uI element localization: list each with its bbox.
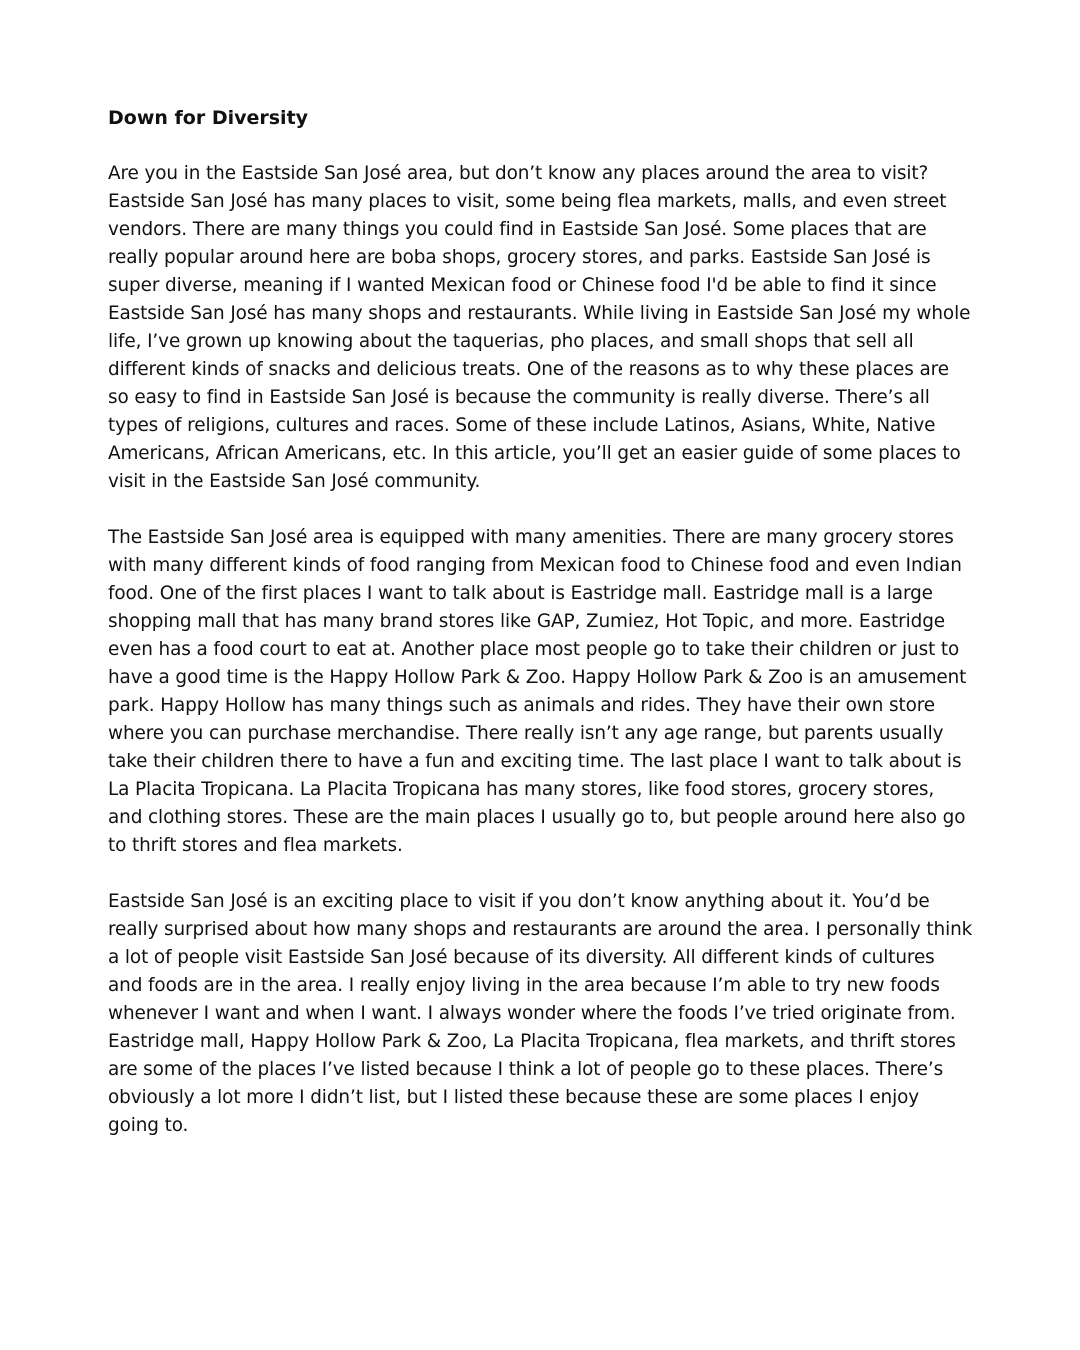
paragraph-amenities: The Eastside San José area is equipped with many amenities. There are many grocery stores with many different kinds of food ranging from Mexican food to Chinese food and even Indian food. One of the first places I want to talk about is Eastridge mall. Eastridge mall is a large shopping mall that has many brand stores like GAP, Zumiez, Hot Topic, and more. Eastridge even has a food court to eat at. Another place most people go to take their children or just to have a good time is the Happy Hollow Park & Zoo. Happy Hollow Park & Zoo is an amusement park. Happy Hollow has many things such as animals and rides. They have their own store where you can purchase merchandise. There really isn’t any age range, but parents usually take their children there to have a fun and exciting time. The last place I want to talk about is La Placita Tropicana. La Placita Tropicana has many stores, like food stores, grocery stores, and clothing stores. These are the main places I usually go to, but people around here also go to thrift stores and flea markets. — [108, 527, 967, 856]
document-page — [108, 104, 974, 1140]
paragraph-intro: Are you in the Eastside San José area, but don’t know any places around the area to visit? Eastside San José has many places to visit, some being flea markets, malls, and even street vendors. There are many things you could find in Eastside San José. Some places that are really popular around here are boba shops, grocery stores, and parks. Eastside San José is super diverse, meaning if I wanted Mexican food or Chinese food I'd be able to find it since Eastside San José has many shops and restaurants. While living in Eastside San José my whole life, I’ve grown up knowing about the taquerias, pho places, and small shops that sell all different kinds of snacks and delicious treats. One of the reasons as to why these places are so easy to find in Eastside San José is because the community is really diverse. There’s all types of religions, cultures and races. Some of these include Latinos, Asians, White, Native Americans, African Americans, etc. In this article, you’ll get an easier guide of some places to visit in the Eastside San José community. — [108, 163, 971, 492]
paragraph-conclusion: Eastside San José is an exciting place to visit if you don’t know anything about it. You’d be really surprised about how many shops and restaurants are around the area. I personally think a lot of people visit Eastside San José because of its diversity. All different kinds of cultures and foods are in the area. I really enjoy living in the area because I’m able to try new foods whenever I want and when I want. I always wonder where the foods I’ve tried originate from. Eastridge mall, Happy Hollow Park & Zoo, La Placita Tropicana, flea markets, and thrift stores are some of the places I’ve listed because I think a lot of people go to these places. There’s obviously a lot more I didn’t list, but I listed these because these are some places I enjoy going to. — [108, 891, 973, 1136]
document-title: Down for Diversity — [108, 107, 309, 129]
